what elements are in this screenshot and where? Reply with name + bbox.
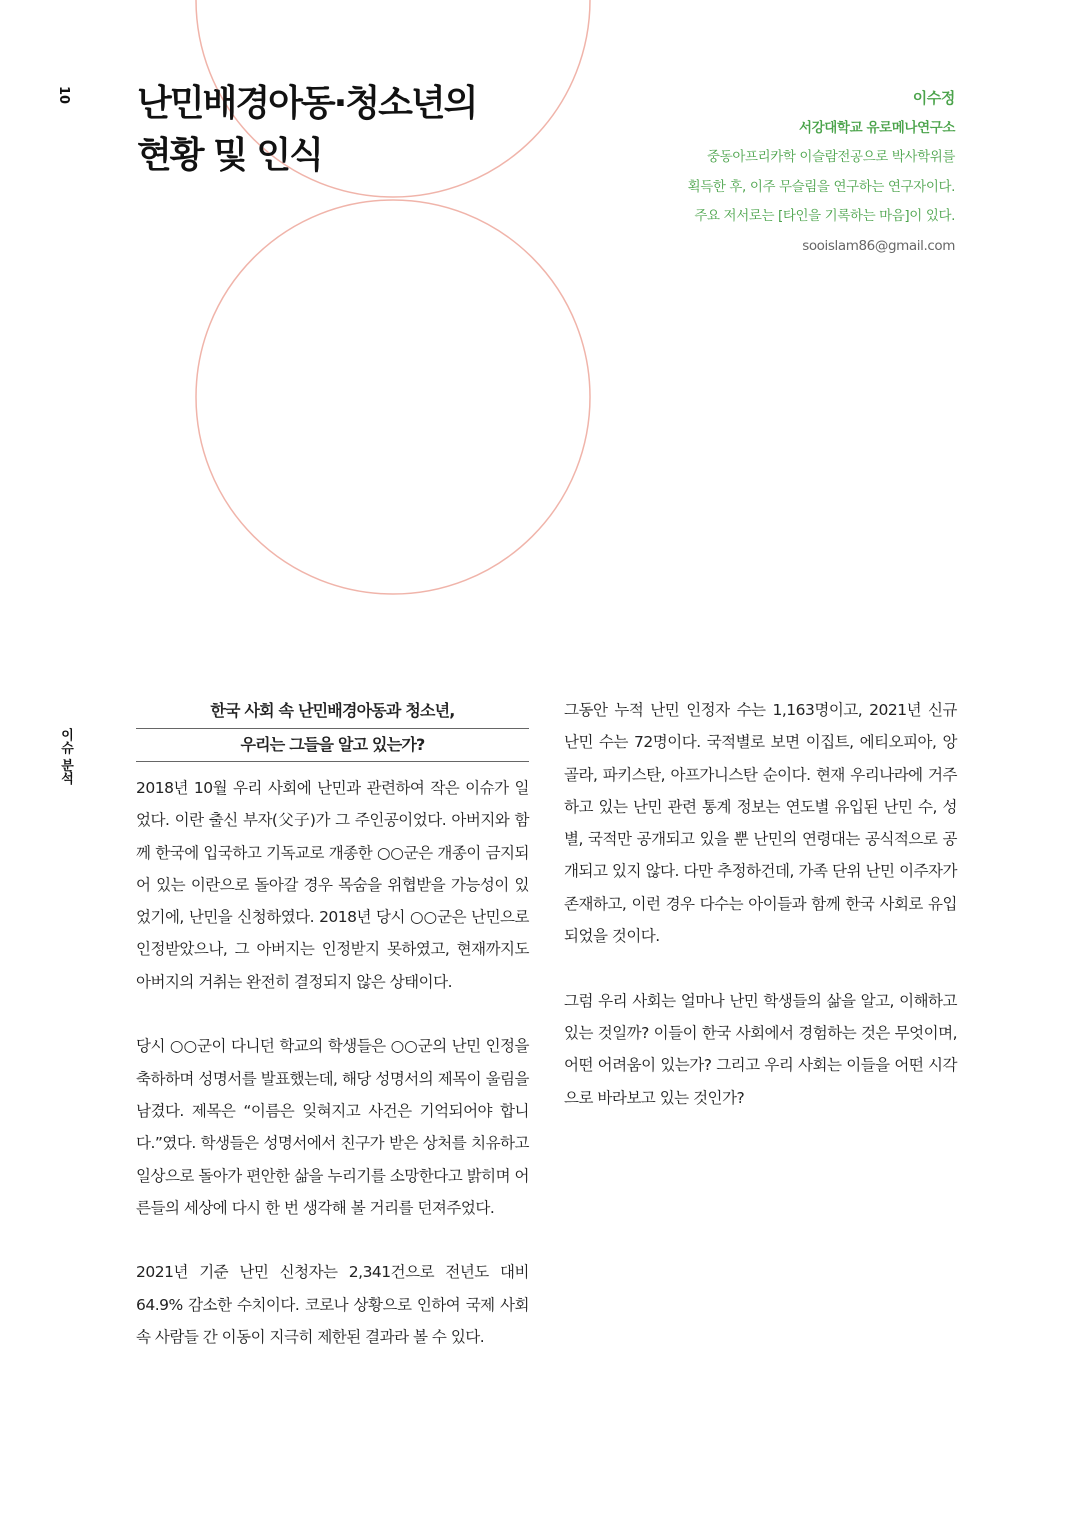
middle-circle	[196, 200, 590, 594]
article-title	[137, 78, 557, 182]
author-info	[535, 84, 955, 261]
paragraph: 2018년 10월 우리 사회에 난민과 관련하여 작은 이슈가 일었다. 이란 출신 부자(父子)가 그 주인공이었다. 아버지와 함께 한국에 입국하고 기독교로 개종한 ○○군은 개종이 금지되어 있는 이란으로 돌아갈 경우 목숨을 위협받을 가능성이 있었기에, 난민을 신청하였다. 2018년 당시 ○○군은 난민으로 인정받았으나, 그 아버지는 인정받지 못하였고, 현재까지도 아버지의 거취는 완전히 결정되지 않은 상태이다.	[136, 779, 529, 991]
author-bio-line-1: 중동아프리카학 이슬람전공으로 박사학위를	[707, 149, 955, 165]
left-column	[136, 694, 529, 1386]
paragraph: 그동안 누적 난민 인정자 수는 1,163명이고, 2021년 신규 난민 수는 72명이다. 국적별로 보면 이집트, 에티오피아, 앙골라, 파키스탄, 아프가니스탄 순이다. 현재 우리나라에 거주하고 있는 난민 관련 통계 정보는 연도별 유입된 난민 수, 성별, 국적만 공개되고 있을 뿐 난민의 연령대는 공식적으로 공개되고 있지 않다. 다만 추정하건데, 가족 단위 난민 이주자가 존재하고, 이런 경우 다수는 아이들과 함께 한국 사회로 유입되었을 것이다.	[564, 701, 957, 946]
section-heading-line-2: 우리는 그들을 알고 있는가?	[136, 729, 529, 762]
paragraph: 그럼 우리 사회는 얼마나 난민 학생들의 삶을 알고, 이해하고 있는 것일까? 이들이 한국 사회에서 경험하는 것은 무엇이며, 어떤 어려움이 있는가? 그리고 우리 사회는 이들을 어떤 시각으로 바라보고 있는 것인가?	[564, 991, 957, 1107]
title-line-2: 현황 및 인식	[137, 135, 322, 176]
section-label: 이슈 분석	[58, 728, 73, 785]
author-affiliation: 서강대학교 유로메나연구소	[799, 119, 955, 136]
title-line-1: 난민배경아동·청소년의	[137, 83, 477, 124]
page-number: 10	[56, 86, 71, 105]
right-column	[564, 694, 957, 1146]
author-bio-line-2: 획득한 후, 이주 무슬림을 연구하는 연구자이다.	[687, 178, 955, 195]
section-heading-line-1: 한국 사회 속 난민배경아동과 청소년,	[136, 694, 529, 729]
paragraph: 당시 ○○군이 다니던 학교의 학생들은 ○○군의 난민 인정을 축하하며 성명서를 발표했는데, 해당 성명서의 제목이 울림을 남겼다. 제목은 “이름은 잊혀지고 사건은 기억되어야 합니다.”였다. 학생들은 성명서에서 친구가 받은 상처를 치유하고 일상으로 돌아가 편안한 삶을 누리기를 소망한다고 밝히며 어른들의 세상에 다시 한 번 생각해 볼 거리를 던져주었다.	[136, 1037, 529, 1217]
section-heading	[136, 694, 529, 762]
author-bio-line-3: 주요 저서로는 [타인을 기록하는 마음]이 있다.	[694, 208, 955, 224]
author-name: 이수정	[912, 89, 955, 107]
paragraph: 2021년 기준 난민 신청자는 2,341건으로 전년도 대비 64.9% 감소한 수치이다. 코로나 상황으로 인하여 국제 사회 속 사람들 간 이동이 지극히 제한된 결과라 볼 수 있다.	[136, 1263, 529, 1347]
author-email: sooislam86@gmail.com	[802, 237, 955, 254]
